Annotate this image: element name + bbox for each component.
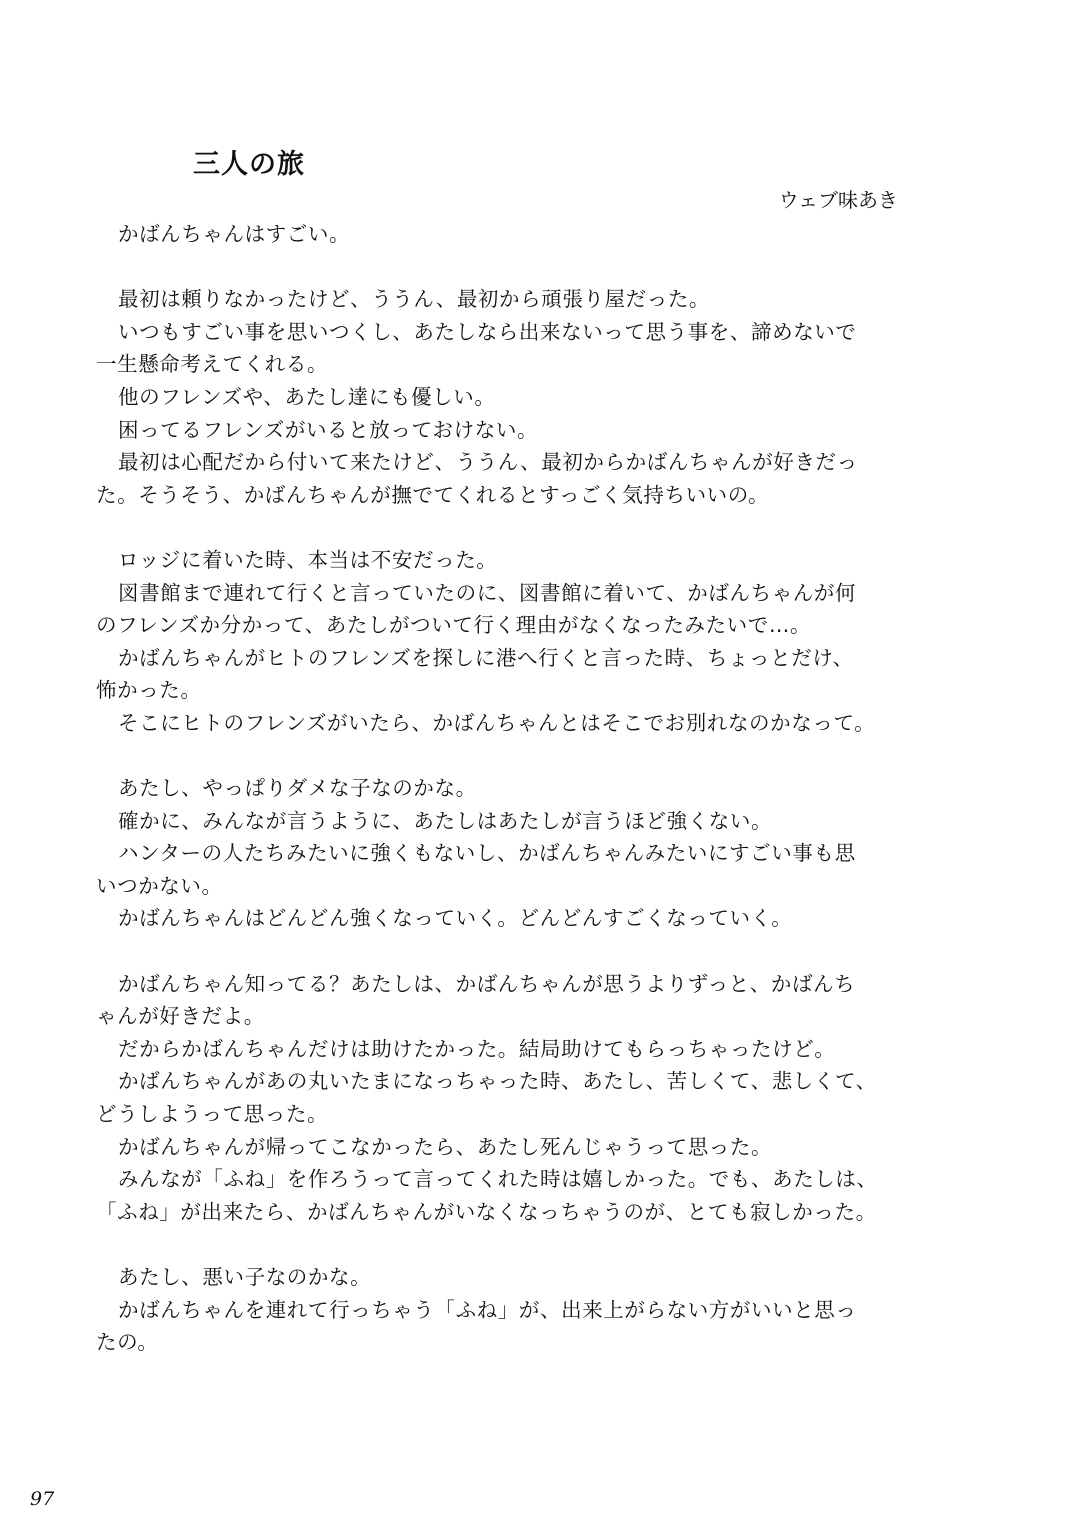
body-text-line: ゃんが好きだよ。: [96, 1004, 265, 1029]
body-text-line: あたし、やっぱりダメな子なのかな。: [118, 776, 477, 801]
blank-line: [96, 251, 916, 284]
body-text-line: 困ってるフレンズがいると放っておけない。: [118, 417, 539, 442]
blank-line: [96, 740, 916, 773]
body-text-line: 他のフレンズや、あたし達にも優しい。: [118, 384, 496, 409]
body-text-line: かばんちゃん知ってる？あたしは、かばんちゃんが思うよりずっと、かばんち: [118, 971, 856, 996]
body-text-line: かばんちゃんを連れて行っちゃう「ふね」が、出来上がらない方がいいと思っ: [118, 1297, 857, 1322]
body-text-line: 図書館まで連れて行くと言っていたのに、図書館に着いて、かばんちゃんが何: [118, 580, 857, 605]
story-title: 三人の旅: [193, 149, 305, 180]
body-text-line: かばんちゃんがあの丸いたまになっちゃった時、あたし、苦しくて、悲しくて、: [118, 1069, 877, 1094]
body-text-line: かばんちゃんはすごい。: [118, 222, 351, 246]
body-text-line: 確かに、みんなが言うように、あたしはあたしが言うほど強くない。: [118, 808, 773, 833]
body-text-line: たの。: [96, 1330, 159, 1355]
body-text-line: いつもすごい事を思いつくし、あたしなら出来ないって思う事を、諦めないで: [118, 319, 857, 344]
body-text-line: ロッジに着いた時、本当は不安だった。: [118, 547, 498, 572]
story-body: [96, 218, 916, 1359]
blank-line: [96, 935, 916, 968]
body-text-line: あたし、悪い子なのかな。: [118, 1265, 372, 1289]
body-text-line: のフレンズか分かって、あたしがついて行く理由がなくなったみたいで…。: [96, 613, 812, 638]
page-number: 97: [30, 1488, 55, 1510]
body-text-line: だからかばんちゃんだけは助けたかった。結局助けてもらっちゃったけど。: [118, 1036, 836, 1061]
body-text-line: た。そうそう、かばんちゃんが撫でてくれるとすっごく気持ちいいの。: [96, 482, 770, 507]
body-text-line: そこにヒトのフレンズがいたら、かばんちゃんとはそこでお別れなのかなって。: [118, 710, 876, 735]
body-text-line: 最初は頼りなかったけど、ううん、最初から頑張り屋だった。: [118, 287, 711, 312]
body-text-line: 最初は心配だから付いて来たけど、ううん、最初からかばんちゃんが好きだっ: [118, 450, 858, 475]
blank-line: [96, 511, 916, 544]
author-name: ウェブ味あき: [778, 188, 898, 212]
body-text-line: どうしようって思った。: [96, 1102, 329, 1127]
body-text-line: かばんちゃんはどんどん強くなっていく。どんどんすごくなっていく。: [118, 906, 793, 931]
blank-line: [96, 1228, 916, 1261]
body-text-line: かばんちゃんが帰ってこなかったら、あたし死んじゃうって思った。: [118, 1134, 773, 1159]
body-text-line: 一生懸命考えてくれる。: [96, 352, 329, 377]
body-text-line: 「ふね」が出来たら、かばんちゃんがいなくなっちゃうのが、とても寂しかった。: [96, 1199, 877, 1224]
body-text-line: 怖かった。: [96, 678, 202, 703]
body-text-line: みんなが「ふね」を作ろうって言ってくれた時は嬉しかった。でも、あたしは、: [118, 1167, 878, 1192]
body-text-line: ハンターの人たちみたいに強くもないし、かばんちゃんみたいにすごい事も思: [118, 841, 856, 866]
body-text-line: かばんちゃんがヒトのフレンズを探しに港へ行くと言った時、ちょっとだけ、: [118, 645, 854, 670]
body-text-line: いつかない。: [96, 873, 223, 898]
